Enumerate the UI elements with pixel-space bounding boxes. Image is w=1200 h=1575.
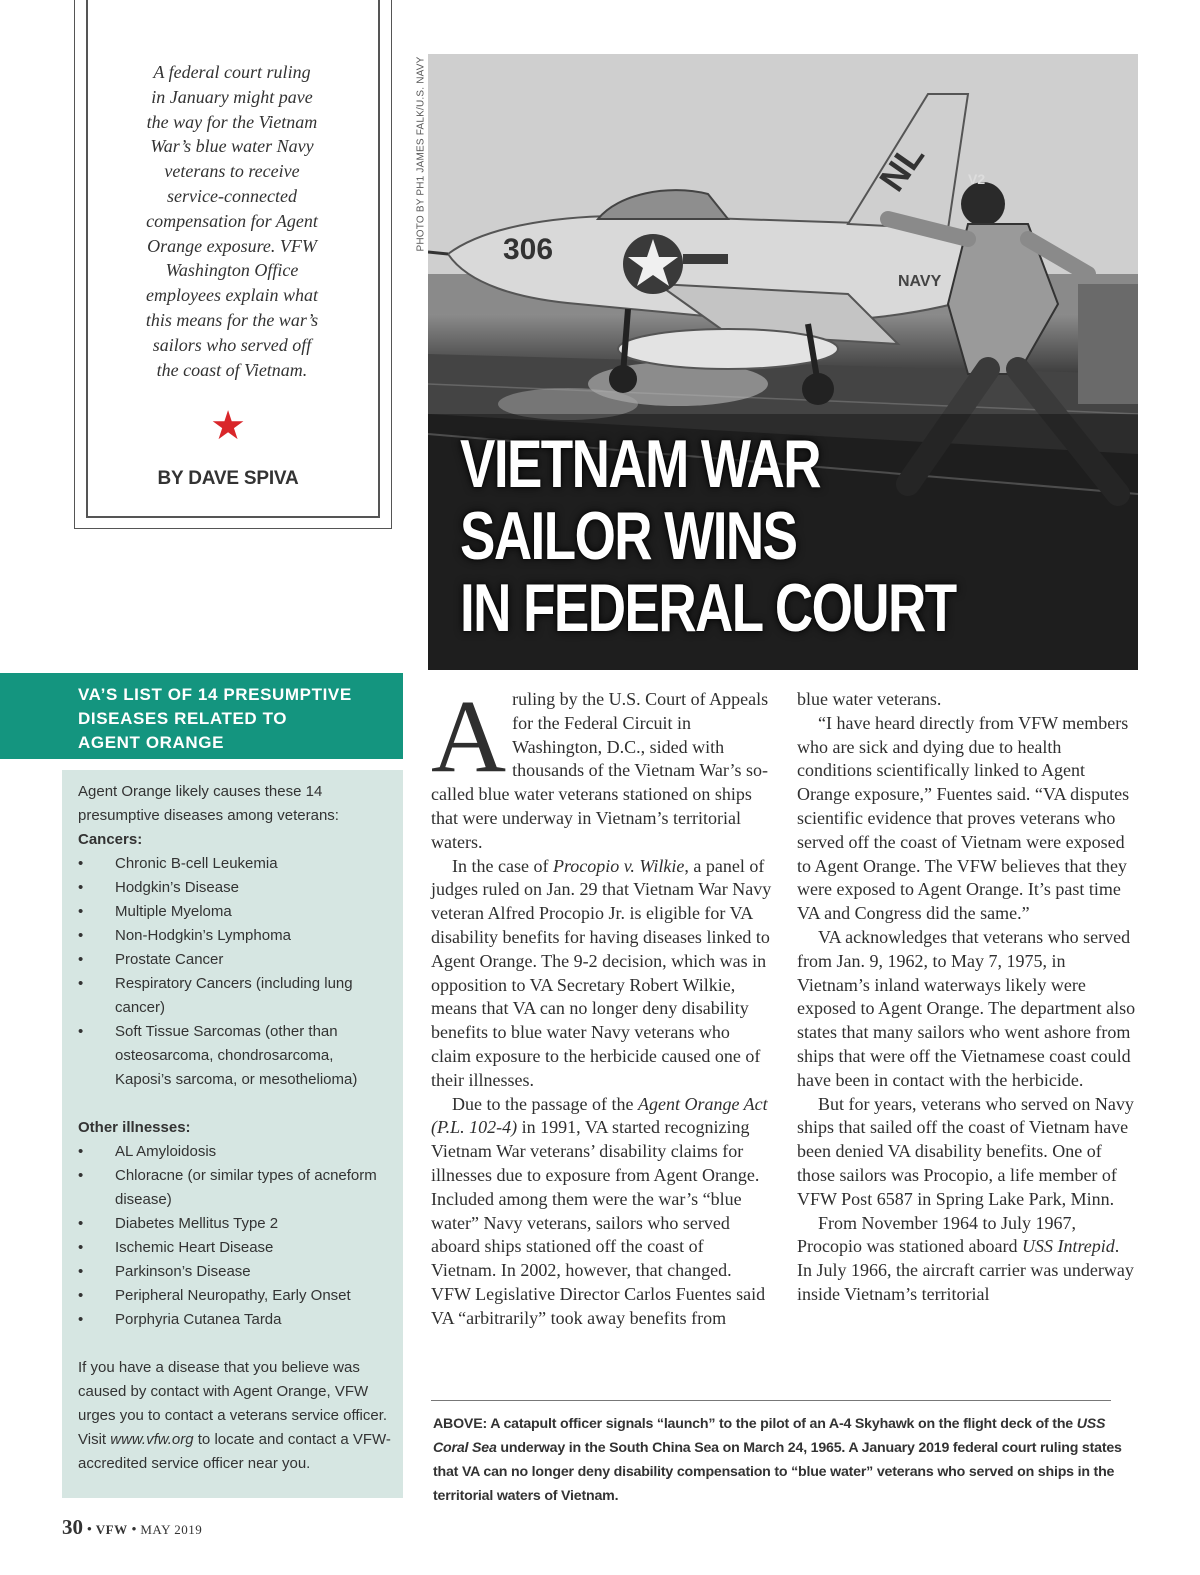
caption-ship-name: USS Coral Sea xyxy=(433,1416,1106,1456)
article-paragraph: VA acknowledges that veterans who served from Jan. 9, 1962, to May 7, 1975, in Vietnam’s inland waterways likely were exposed to Agent Orange. The department also states that many sailors who went ashore from ships that were off the Vietnamese coast could have been in contact with the herbicide. xyxy=(797,926,1136,1090)
case-name: Procopio v. Wilkie xyxy=(552,855,685,876)
dek-line: veterans to receive xyxy=(164,161,300,182)
roundel-bar xyxy=(683,254,728,264)
closing-text: If you have a disease that you believe was caused by contact with Agent Orange, VFW urges you to contact a veterans service officer. Visit xyxy=(78,1359,388,1448)
list-item: • Chloracne (or similar types of acneform disease) xyxy=(78,1164,393,1212)
article-column-1 xyxy=(431,679,772,1331)
other-list xyxy=(78,1140,393,1332)
article-paragraph: blue water veterans. xyxy=(797,689,942,709)
spacer xyxy=(78,1092,393,1116)
paragraph-text: . In July 1966, the aircraft carrier was underway inside Vietnam’s territorial xyxy=(797,1236,1134,1304)
dek-line: compensation for Agent xyxy=(146,210,318,231)
paragraph-text: From November 1964 to July 1967, Procopio was stationed aboard xyxy=(797,1212,1076,1257)
sidebar-title-line: DISEASES RELATED TO xyxy=(78,709,288,728)
sidebar-title xyxy=(0,673,403,759)
act-name: Agent Orange Act (P.L. 102-4) xyxy=(431,1093,768,1138)
folio-separator: • xyxy=(86,1522,93,1538)
ship-name: USS Intrepid xyxy=(1021,1236,1115,1257)
article-paragraph: But for years, veterans who served on Navy ships that sailed off the coast of Vietnam have been denied VA disability benefits. One of those sailors was Procopio, a life member of VFW Post 6587 in Spring Lake Park, Minn. xyxy=(797,1093,1134,1209)
article-paragraph xyxy=(431,1093,772,1331)
sidebar-body xyxy=(62,770,403,1498)
paragraph-text: in 1991, VA started recognizing Vietnam War veterans’ disability claims for illnesses due to exposure from Agent Orange. Included among them were the war’s “blue water” Navy veterans, sailors who served aboard ships stationed off the coast of Vietnam. In 2002, however, that changed. VFW Legislative Director Carlos Fuentes said VA “arbitrarily” took away benefits from xyxy=(431,1117,766,1328)
navy-marking: NAVY xyxy=(898,273,942,290)
caption-text: A catapult officer signals “launch” to the pilot of an A-4 Skyhawk on the flight deck of the xyxy=(486,1416,1077,1432)
dek-line: the coast of Vietnam. xyxy=(156,359,308,380)
star-icon: ★ xyxy=(210,403,246,449)
list-item: • Parkinson’s Disease xyxy=(78,1260,393,1284)
list-item: • Porphyria Cutanea Tarda xyxy=(78,1308,393,1332)
paragraph-text: Due to the passage of the xyxy=(452,1093,638,1114)
dek-line: this means for the war’s xyxy=(145,309,319,330)
helmet-code: V2 xyxy=(968,171,986,187)
dek-line: the way for the Vietnam xyxy=(146,111,318,132)
dek-line: Orange exposure. VFW xyxy=(147,235,317,256)
article-paragraph xyxy=(797,1212,1138,1307)
main-wheel xyxy=(802,373,834,405)
article-paragraph xyxy=(431,679,772,855)
list-item: • Peripheral Neuropathy, Early Onset xyxy=(78,1284,393,1308)
sidebar-closing xyxy=(78,1356,393,1476)
closing-text: to locate and contact a VFW-accredited service officer near you. xyxy=(78,1431,391,1472)
drop-tank xyxy=(618,329,838,369)
photo-credit xyxy=(414,54,428,254)
other-heading: Other illnesses: xyxy=(78,1119,191,1136)
caption-label: ABOVE: xyxy=(433,1416,487,1432)
paragraph-text: , a panel of judges ruled on Jan. 29 that Vietnam War Navy veteran Alfred Procopio Jr. is eligible for VA disability benefits for having diseases linked to Agent Orange. The 9-2 decision, which was in opposition to VA Secretary Robert Wilkie, means that VA can no longer deny disability benefits to blue water Navy veterans who claim exposure to the herbicide caused one of their illnesses. xyxy=(431,855,772,1090)
cancers-list xyxy=(78,852,393,1092)
article-paragraph: “I have heard directly from VFW members who are sick and dying due to health conditions scientifically linked to Agent Orange exposure,” Fuentes said. “VA disputes scientific evidence that proves veterans who served off the coast of Vietnam were exposed to Agent Orange. The VFW believes that they were exposed to Agent Orange. It’s past time VA and Congress did the same.” xyxy=(797,712,1130,924)
issue-date: MAY 2019 xyxy=(140,1522,203,1537)
folio-separator: • xyxy=(131,1522,137,1538)
spacer xyxy=(78,1332,393,1356)
nose-wheel xyxy=(609,365,637,393)
ship-island xyxy=(1078,284,1138,404)
sidebar-title-line: VA’S LIST OF 14 PRESUMPTIVE xyxy=(78,685,352,704)
caption-rule xyxy=(431,1400,1111,1401)
paragraph-text: In the case of xyxy=(452,855,553,876)
magazine-name: VFW xyxy=(95,1522,128,1537)
vfw-link[interactable]: www.vfw.org xyxy=(110,1431,194,1448)
list-item: • Hodgkin’s Disease xyxy=(78,876,393,900)
cancers-heading: Cancers: xyxy=(78,831,143,848)
list-item: • Chronic B-cell Leukemia xyxy=(78,852,393,876)
headline-line: VIETNAM WAR xyxy=(460,426,821,502)
list-item: • AL Amyloidosis xyxy=(78,1140,393,1164)
dek-line: War’s blue water Navy xyxy=(150,136,314,157)
headline-line: SAILOR WINS xyxy=(460,498,797,574)
sidebar-title-line: AGENT ORANGE xyxy=(78,733,225,752)
officer-helmet xyxy=(961,182,1005,226)
folio xyxy=(62,1515,202,1540)
list-item: • Respiratory Cancers (including lung cancer) xyxy=(78,972,393,1020)
refuel-probe xyxy=(428,252,448,254)
drop-cap: A xyxy=(431,679,507,794)
sidebar-intro: Agent Orange likely causes these 14 presumptive diseases among veterans: xyxy=(78,783,339,824)
dek-line: service-connected xyxy=(167,185,297,206)
list-item: • Ischemic Heart Disease xyxy=(78,1236,393,1260)
headline xyxy=(460,428,975,644)
article-paragraph xyxy=(431,855,772,1093)
dek-line: A federal court ruling xyxy=(153,62,311,82)
caption-text: underway in the South China Sea on March 24, 1965. A January 2019 federal court ruling states that VA can no longer deny disability compensation to “blue water” veterans who served on ships in the territorial waters of Vietnam. xyxy=(433,1440,1122,1504)
photo-caption xyxy=(433,1412,1143,1508)
page-number: 30 xyxy=(62,1515,83,1539)
dek-line: Washington Office xyxy=(165,260,299,281)
plane-number: 306 xyxy=(503,233,554,266)
tail-code: NL xyxy=(870,135,933,199)
list-item: • Soft Tissue Sarcomas (other than osteosarcoma, chondrosarcoma, Kaposi’s sarcoma, or mesothelioma) xyxy=(78,1020,393,1092)
dek-line: employees explain what xyxy=(146,285,318,306)
list-item: • Non-Hodgkin’s Lymphoma xyxy=(78,924,393,948)
headline-line: IN FEDERAL COURT xyxy=(460,570,956,646)
dek-line: sailors who served off xyxy=(152,334,312,355)
list-item: • Diabetes Mellitus Type 2 xyxy=(78,1212,393,1236)
paragraph-text: ruling by the U.S. Court of Appeals for the Federal Circuit in Washington, D.C., sided with thousands of the Vietnam War’s so-called blue water veterans stationed on ships that were underway in Vietnam’s territorial waters. xyxy=(431,689,769,852)
dek-summary xyxy=(112,60,352,382)
article-column-2 xyxy=(797,688,1138,1307)
byline: BY DAVE SPIVA xyxy=(157,468,299,489)
dek-line: in January might pave xyxy=(151,86,313,107)
photo-credit-text: PHOTO BY PH1 JAMES FALK/U.S. NAVY xyxy=(415,56,427,252)
list-item: • Multiple Myeloma xyxy=(78,900,393,924)
list-item: • Prostate Cancer xyxy=(78,948,393,972)
